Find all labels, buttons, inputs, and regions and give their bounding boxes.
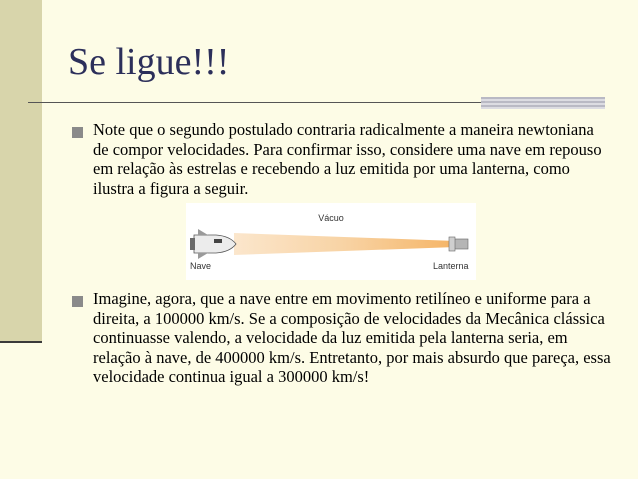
left-accent-bar — [0, 0, 42, 342]
slide-title: Se ligue!!! — [68, 41, 230, 83]
figure-label-lanterna: Lanterna — [433, 261, 469, 271]
figure-label-nave: Nave — [190, 261, 212, 271]
light-beam — [234, 233, 456, 255]
ship-lantern-figure — [186, 203, 476, 280]
left-accent-line — [0, 341, 42, 343]
figure-svg — [186, 203, 476, 280]
spaceship-icon — [190, 229, 236, 259]
title-divider-accent — [481, 97, 605, 109]
figure-label-vacuo: Vácuo — [318, 213, 344, 223]
bullet-text-2: Imagine, agora, que a nave entre em movimento retilíneo e uniforme para a direita, a 100000 km/s. Se a composição de velocidades da Mecânica clássica continuasse valendo, a velocidade da luz emitida pela lanterna seria, em relação à nave, de 400000 km/s. Entretanto, por mais absurdo que pareça, essa velocidade continua igual a 300000 km/s! — [93, 289, 611, 387]
bullet-square-icon — [72, 296, 83, 307]
flashlight-icon — [449, 237, 468, 251]
bullet-square-icon — [72, 127, 83, 138]
bullet-text-1: Note que o segundo postulado contraria radicalmente a maneira newtoniana de compor velocidades. Para confirmar isso, considere uma nave em repouso em relação às estrelas e recebendo a luz emitida por uma lanterna, como ilustra a figura a seguir. — [93, 120, 602, 198]
